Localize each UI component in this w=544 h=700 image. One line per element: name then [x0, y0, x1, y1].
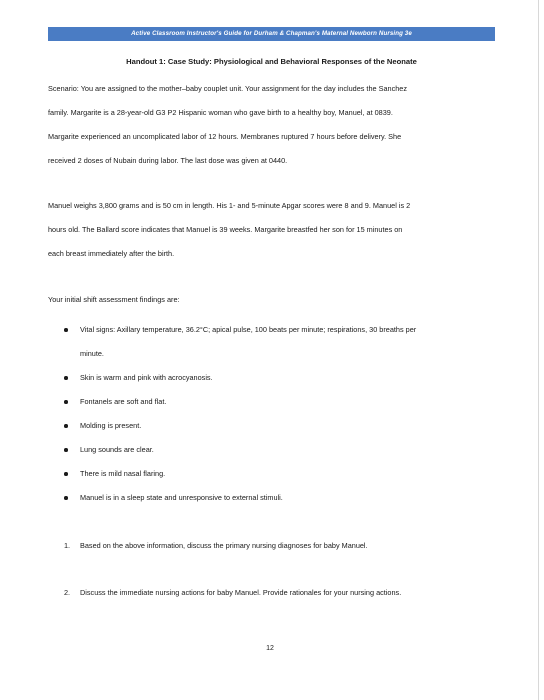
scenario-paragraph — [48, 77, 498, 173]
bullet-icon — [64, 424, 68, 428]
finding-item — [64, 486, 504, 510]
scenario-line: Scenario: You are assigned to the mother–baby couplet unit. Your assignment for the day includes the Sanchez — [48, 84, 408, 93]
bullet-icon — [64, 328, 68, 332]
finding-item — [64, 390, 504, 414]
bullet-icon — [64, 400, 68, 404]
findings-intro: Your initial shift assessment findings are: — [48, 295, 180, 304]
handout-title: Handout 1: Case Study: Physiological and Behavioral Responses of the Neonate — [126, 57, 417, 66]
bullet-icon — [64, 448, 68, 452]
question-2 — [64, 588, 401, 597]
bullet-icon — [64, 496, 68, 500]
question-number: 1. — [64, 541, 71, 550]
scenario-line: family. Margarite is a 28-year-old G3 P2 Hispanic woman who gave birth to a healthy boy, Manuel, at 0839. — [48, 108, 393, 117]
bullet-icon — [64, 472, 68, 476]
finding-item — [64, 414, 504, 438]
question-1 — [64, 541, 368, 550]
finding-text: Fontanels are soft and flat. — [80, 397, 167, 406]
question-number: 2. — [64, 588, 71, 597]
finding-text-continued: minute. — [80, 349, 104, 358]
question-text: Discuss the immediate nursing actions for baby Manuel. Provide rationales for your nursing actions. — [80, 588, 402, 597]
findings-list — [64, 318, 504, 510]
manuel-line: hours old. The Ballard score indicates that Manuel is 39 weeks. Margarite breastfed her son for 15 minutes on — [48, 225, 403, 234]
finding-text: Lung sounds are clear. — [80, 445, 154, 454]
scenario-line: received 2 doses of Nubain during labor. The last dose was given at 0440. — [48, 156, 288, 165]
finding-text: Vital signs: Axillary temperature, 36.2°C; apical pulse, 100 beats per minute; respirations, 30 breaths per — [80, 325, 417, 334]
bullet-icon — [64, 376, 68, 380]
finding-text: There is mild nasal flaring. — [80, 469, 166, 478]
finding-item — [64, 318, 504, 366]
manuel-line: each breast immediately after the birth. — [48, 249, 175, 258]
question-text: Based on the above information, discuss the primary nursing diagnoses for baby Manuel. — [80, 541, 368, 550]
finding-item — [64, 366, 504, 390]
finding-text: Molding is present. — [80, 421, 142, 430]
finding-text: Manuel is in a sleep state and unresponsive to external stimuli. — [80, 493, 283, 502]
page-edge-divider — [538, 0, 539, 700]
page-number: 12 — [266, 645, 274, 652]
manuel-line: Manuel weighs 3,800 grams and is 50 cm in length. His 1- and 5-minute Apgar scores were 8 and 9. Manuel is 2 — [48, 201, 411, 210]
finding-item — [64, 438, 504, 462]
scenario-line: Margarite experienced an uncomplicated labor of 12 hours. Membranes ruptured 7 hours before delivery. She — [48, 132, 402, 141]
finding-item — [64, 462, 504, 486]
manuel-paragraph — [48, 194, 498, 266]
finding-text: Skin is warm and pink with acrocyanosis. — [80, 373, 213, 382]
running-header: Active Classroom Instructor's Guide for Durham & Chapman's Maternal Newborn Nursing 3e — [48, 27, 495, 41]
